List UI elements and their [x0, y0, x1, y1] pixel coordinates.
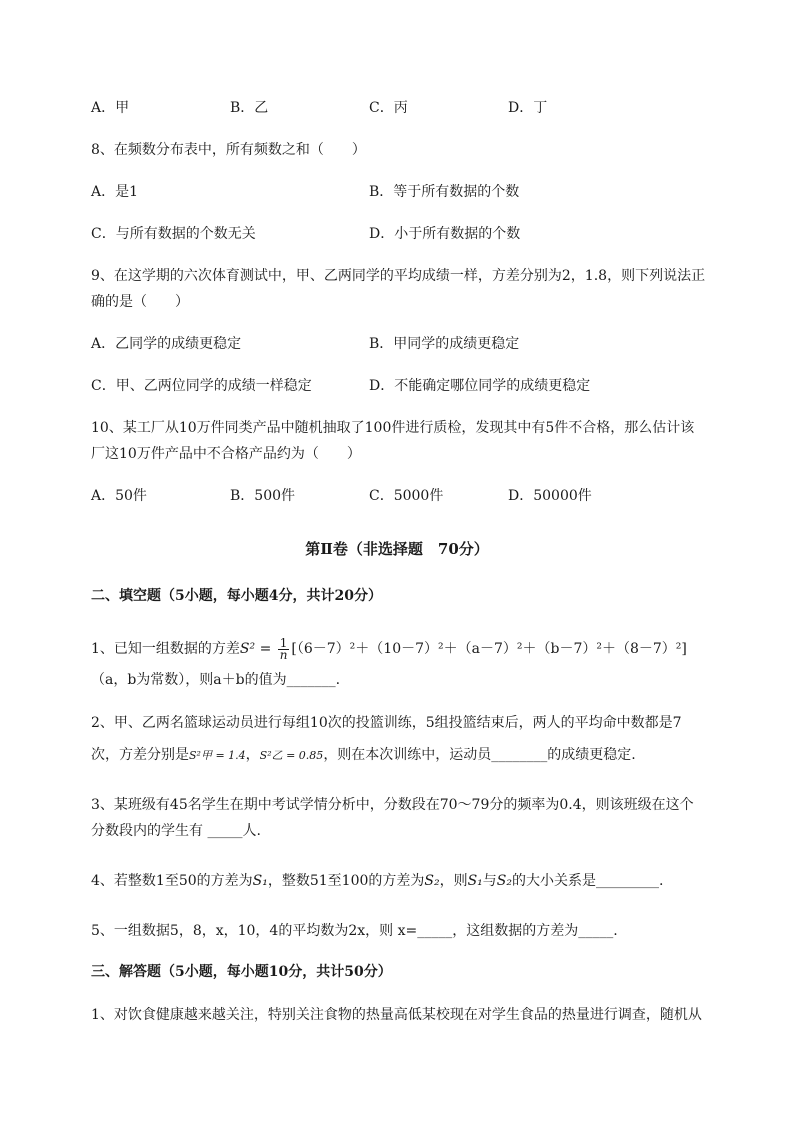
- q10-option-b: B．500件: [230, 488, 296, 504]
- fill1-prefix: 1、已知一组数据的方差: [91, 641, 240, 657]
- q7-option-d: D．丁: [508, 100, 548, 116]
- fill2-line2-end: ，则在本次训练中，运动员________的成绩更稳定.: [323, 747, 636, 763]
- fill1-equals: =: [255, 641, 276, 657]
- fill2-line2: [91, 745, 636, 766]
- part2-title: 第Ⅱ卷（非选择题 70分）: [305, 540, 489, 558]
- fill4-line: [91, 871, 663, 891]
- fill1-line1: [91, 633, 687, 665]
- q10-option-c: C．5000件: [369, 488, 444, 504]
- fill1-fraction: [278, 635, 290, 662]
- q9-option-d: D．不能确定哪位同学的成绩更稳定: [369, 378, 591, 394]
- fill4-s2: S₂: [424, 873, 440, 889]
- q9-stem-line1: 9、在这学期的六次体育测试中，甲、乙两同学的平均成绩一样，方差分别为2，1.8，则下列说法正: [91, 268, 706, 284]
- q10-option-a: A．50件: [91, 488, 147, 504]
- fill3-line2: 分数段内的学生有 _____人.: [91, 823, 261, 839]
- fill4-part-c: ，则: [439, 873, 468, 889]
- q10-stem-line2: 厂这10万件产品中不合格产品约为（ ）: [91, 446, 361, 462]
- solve1-line1: 1、对饮食健康越来越关注，特别关注食物的热量高低某校现在对学生食品的热量进行调查，随机从: [91, 1007, 702, 1023]
- q8-option-d: D．小于所有数据的个数: [369, 226, 521, 242]
- fill4-s2-compare: S₂: [496, 873, 512, 889]
- fill4-part-b: ，整数51至100的方差为: [267, 873, 425, 889]
- fill1-variance-symbol: S²: [239, 641, 256, 657]
- fill1-fraction-denominator: n: [279, 647, 288, 662]
- q8-stem: 8、在频数分布表中，所有频数之和（ ）: [91, 142, 366, 158]
- q9-option-b: B．甲同学的成绩更稳定: [369, 336, 520, 352]
- fill5-line: 5、一组数据5，8，x，10，4的平均数为2x，则 x=_____，这组数据的方差为_____.: [91, 923, 618, 939]
- fill2-line2-start: 次，方差分别是: [91, 747, 189, 763]
- fill4-part-e: 的大小关系是_________.: [512, 873, 664, 889]
- fill1-fraction-numerator: 1: [279, 635, 288, 650]
- q8-option-c: C．与所有数据的个数无关: [91, 226, 256, 242]
- section3-heading: 三、解答题（5小题，每小题10分，共计50分）: [91, 964, 392, 980]
- section2-heading: 二、填空题（5小题，每小题4分，共计20分）: [91, 588, 382, 604]
- q10-option-d: D．50000件: [508, 488, 592, 504]
- fill4-part-d: 与: [482, 873, 497, 889]
- q8-option-b: B．等于所有数据的个数: [369, 184, 520, 200]
- fill2-separator: ，: [245, 747, 260, 763]
- fill2-variance-jia: S²甲 = 1.4: [189, 749, 246, 762]
- q7-option-b: B．乙: [230, 100, 269, 116]
- q9-option-c: C．甲、乙两位同学的成绩一样稳定: [91, 378, 312, 394]
- fill4-s1: S₁: [252, 873, 268, 889]
- fill2-line1: 2、甲、乙两名篮球运动员进行每组10次的投篮训练，5组投篮结束后，两人的平均命中数都是7: [91, 715, 682, 731]
- q9-stem-line2: 确的是（ ）: [91, 294, 189, 310]
- fill4-s1-compare: S₁: [467, 873, 483, 889]
- fill2-variance-yi: S²乙 = 0.85: [259, 749, 324, 762]
- q7-option-a: A．甲: [91, 100, 130, 116]
- fill1-expression: [（6－7）²＋（10－7）²＋（a－7）²＋（b－7）²＋（8－7）²]: [291, 641, 687, 657]
- q8-option-a: A．是1: [91, 184, 139, 200]
- q9-option-a: A．乙同学的成绩更稳定: [91, 336, 242, 352]
- fill1-line2: （a，b为常数），则a＋b的值为_______.: [91, 672, 341, 688]
- fill3-line1: 3、某班级有45名学生在期中考试学情分析中，分数段在70～79分的频率为0.4，则该班级在这个: [91, 797, 694, 813]
- q7-option-c: C．丙: [369, 100, 408, 116]
- q10-stem-line1: 10、某工厂从10万件同类产品中随机抽取了100件进行质检，发现其中有5件不合格，那么估计该: [91, 420, 695, 436]
- fill4-part-a: 4、若整数1至50的方差为: [91, 873, 253, 889]
